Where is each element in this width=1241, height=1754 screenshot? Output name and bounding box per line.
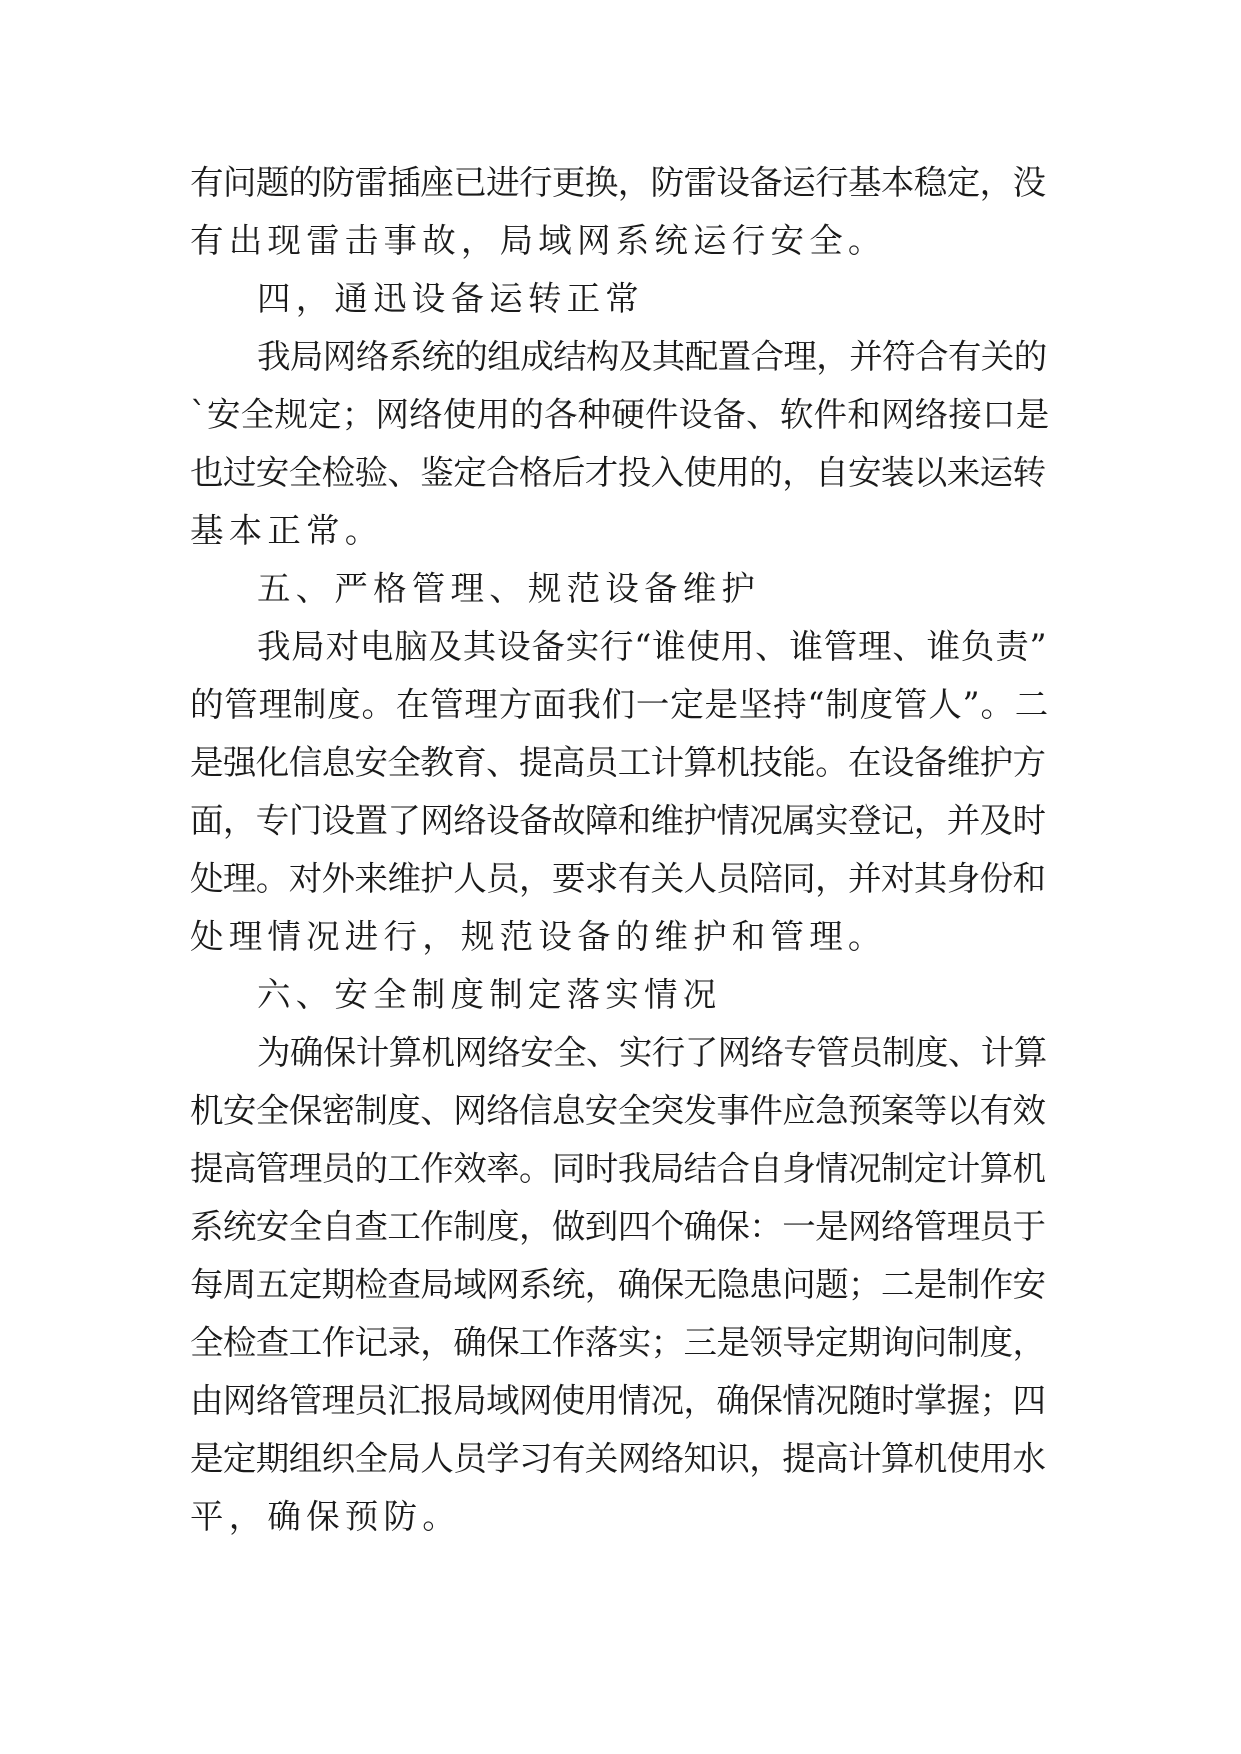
- paragraph-start: 我局网络系统的组成结构及其配置合理，并符合有关的: [257, 337, 1047, 376]
- text-line: `安全规定；网络使用的各种硬件设备、软件和网络接口是: [190, 395, 1050, 434]
- text-line: 处理情况进行，规范设备的维护和管理。: [190, 917, 887, 956]
- text-line: 面，专门设置了网络设备故障和维护情况属实登记，并及时: [190, 801, 1046, 840]
- text-line: 机安全保密制度、网络信息安全突发事件应急预案等以有效: [190, 1091, 1046, 1130]
- text-line: 基本正常。: [190, 511, 384, 550]
- text-line: 全检查工作记录，确保工作落实；三是领导定期询问制度，: [190, 1323, 1046, 1362]
- text-line: 有问题的防雷插座已进行更换，防雷设备运行基本稳定，没: [190, 163, 1046, 202]
- text-line: 的管理制度。在管理方面我们一定是坚持“制度管人”。二: [190, 685, 1050, 724]
- text-line: 提高管理员的工作效率。同时我局结合自身情况制定计算机: [190, 1149, 1046, 1188]
- section-heading-4: 四，通迅设备运转正常: [257, 279, 644, 318]
- text-line: 是定期组织全局人员学习有关网络知识，提高计算机使用水: [190, 1439, 1046, 1478]
- text-line: 也过安全检验、鉴定合格后才投入使用的，自安装以来运转: [190, 453, 1046, 492]
- section-heading-6: 六、安全制度制定落实情况: [257, 975, 722, 1014]
- paragraph-start: 为确保计算机网络安全、实行了网络专管员制度、计算: [257, 1033, 1047, 1072]
- text-line: 系统安全自查工作制度，做到四个确保：一是网络管理员于: [190, 1207, 1046, 1246]
- text-line: 每周五定期检查局域网系统，确保无隐患问题；二是制作安: [190, 1265, 1046, 1304]
- paragraph-start: 我局对电脑及其设备实行“谁使用、谁管理、谁负责”: [257, 627, 1048, 666]
- text-line: 处理。对外来维护人员，要求有关人员陪同，并对其身份和: [190, 859, 1046, 898]
- text-line: 有出现雷击事故，局域网系统运行安全。: [190, 221, 887, 260]
- document-body: [190, 154, 1050, 1546]
- text-line: 由网络管理员汇报局域网使用情况，确保情况随时掌握；四: [190, 1381, 1046, 1420]
- text-line: 平，确保预防。: [190, 1497, 461, 1536]
- section-heading-5: 五、严格管理、规范设备维护: [257, 569, 761, 608]
- text-line: 是强化信息安全教育、提高员工计算机技能。在设备维护方: [190, 743, 1046, 782]
